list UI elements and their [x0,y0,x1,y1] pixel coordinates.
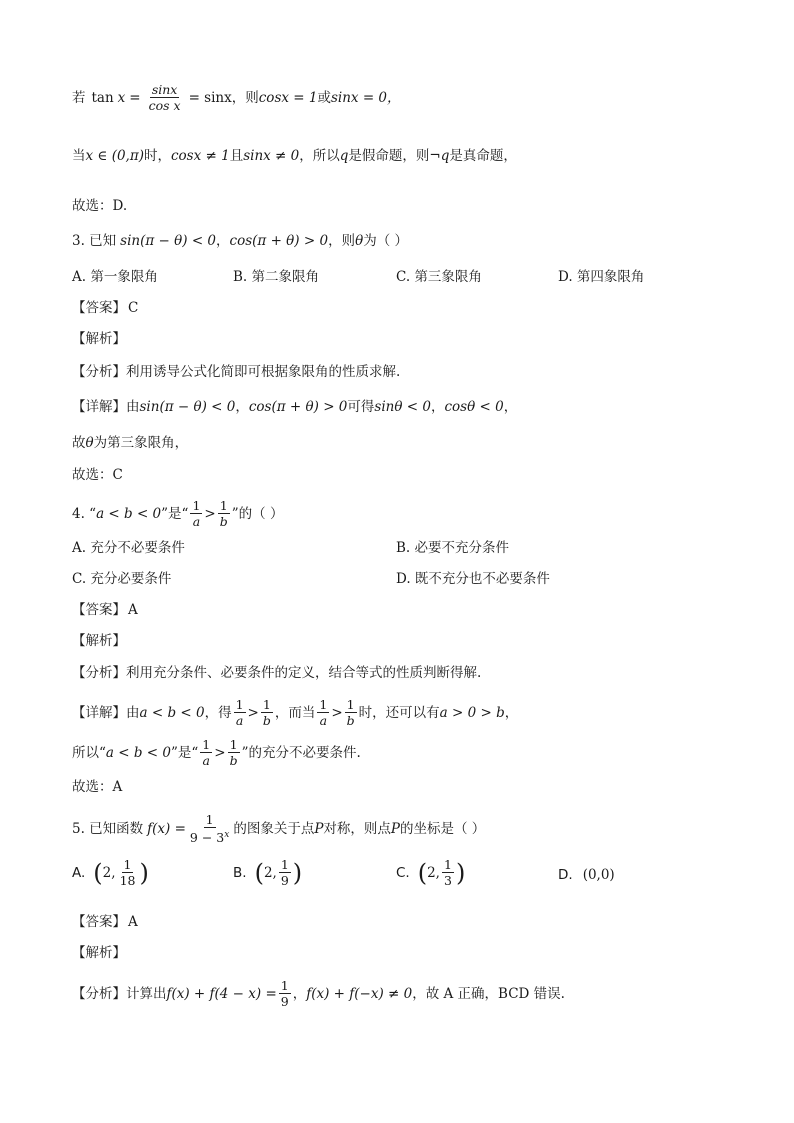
math: a < b < 0 [96,505,162,522]
text-line [72,82,401,113]
fraction: $\frac{1}{a}$ [235,697,244,728]
text: ”是“ [170,744,199,761]
text: ， [503,399,518,415]
text: 故选：A [72,779,123,795]
text: 或 [317,89,331,106]
answer-tag: 【答案】 [72,914,126,930]
text: 为第三象限角， [93,435,189,451]
text: 是真命题， [449,148,517,164]
answer-value: A [128,914,138,930]
detail-line [72,737,361,768]
math: θ [355,233,364,249]
math: f(x) + f(−x) ≠ 0 [306,985,413,1002]
text: ，所以 [299,148,340,164]
analysis-heading [72,631,126,651]
math: tan [91,89,114,106]
text: ”是“ [161,505,189,522]
fraction: $\frac{1}{b}$ [346,697,355,728]
text: 利用充分条件、必要条件的定义，结合等式的性质判断得解. [126,665,482,681]
fraction: $\frac{1}{b}$ [262,697,271,728]
math: θ [85,435,94,451]
detail-tag: 【详解】 [72,704,126,721]
text: 时，还可以有 [358,704,440,721]
detail-line [72,397,517,417]
analysis-heading [72,943,126,963]
question-4 [72,498,283,529]
text: 5. 已知函数 [72,820,144,837]
option-d: D. 既不充分也不必要条件 [396,571,550,587]
option-a: A. 充分不必要条件 [72,540,185,556]
math: cosx ≠ 1 [170,148,230,164]
math: > [331,704,343,721]
summary-tag: 【分析】 [72,985,126,1002]
text: 为（ ） [363,233,408,249]
math: > [214,744,226,761]
option-c: C. ( 2, $\frac{1}{3}$ ) [396,857,466,888]
math: a < b < 0 [139,704,205,721]
text: 当 [72,148,86,164]
question-3 [72,231,408,251]
fraction: $\frac{1}{a}$ [192,498,201,529]
math: x ∈ (0,π) [85,148,144,164]
text: 由 [126,704,140,721]
text: 对称，则点 [323,820,391,837]
text-line [72,146,517,166]
text: 4. “ [72,505,97,522]
text: ， [430,399,445,415]
option-c: C. 第三象限角 [396,269,482,285]
option-d: D. 第四象限角 [558,269,645,285]
fraction: $\frac{1}{9}$ [280,978,289,1009]
math: sin(π − θ) < 0 [120,233,217,249]
option-b: B. 第二象限角 [233,269,320,285]
text: 3. 已知 [72,233,117,249]
option-d: D. (0,0) [558,867,615,883]
answer-tag: 【答案】 [72,300,126,316]
answer-value: A [128,602,138,618]
math: sinθ < 0 [374,399,431,415]
analysis-summary [72,978,565,1009]
math: sin(π − θ) < 0 [139,399,236,415]
fraction: $\frac{1}{a}$ [319,697,328,728]
answer-line [72,298,138,318]
math: f(x) = [147,820,186,837]
math: ¬q [429,148,450,164]
selection-line [72,465,123,485]
fraction: $\frac{1}{b}$ [229,737,238,768]
detail-line [72,697,518,728]
text: ”的充分不必要条件. [241,744,361,761]
text: ，而当 [274,704,316,721]
summary-tag: 【分析】 [72,665,126,681]
analysis-heading [72,329,126,349]
fraction: $\frac{1}{b}$ [219,498,228,529]
selection-line [72,777,122,797]
question-5 [72,812,485,845]
option-a: A. ( 2, $\frac{1}{18}$ ) [72,857,149,888]
math: cosθ < 0 [444,399,504,415]
text: ， [504,704,519,721]
fraction: $\frac{\sin x}{\text{cos x}}$ [148,82,181,113]
answer-line [72,912,138,932]
detail-line [72,433,188,453]
math: a > 0 > b [439,704,505,721]
option-a: A. 第一象限角 [72,269,158,285]
math: q [339,148,349,164]
text: ， [292,985,307,1002]
text: = sinx，则 [188,89,259,106]
text: ，则 [328,233,356,249]
text: 可得 [347,399,375,415]
answer-tag: 【答案】 [72,602,126,618]
math: = [129,89,141,106]
math: P [314,820,324,837]
analysis-tag: 【解析】 [72,331,126,347]
analysis-summary [72,362,400,382]
math: cosx = 1 [258,89,318,106]
text: 是假命题，则 [348,148,430,164]
answer-line [72,600,138,620]
math: sinx = 0， [330,89,401,106]
text-line [72,196,127,216]
text: 故选：C [72,467,123,483]
analysis-tag: 【解析】 [72,945,126,961]
math: > [247,704,259,721]
math: sinx ≠ 0 [243,148,300,164]
analysis-tag: 【解析】 [72,633,126,649]
math: a < b < 0 [105,744,171,761]
detail-tag: 【详解】 [72,399,126,415]
text: 计算出 [126,985,167,1002]
math: x [117,89,126,106]
option-c: C. 充分必要条件 [72,571,172,587]
text: ”的（ ） [231,505,284,522]
summary-tag: 【分析】 [72,364,126,380]
text: 由 [126,399,140,415]
answer-value: C [128,300,139,316]
analysis-summary [72,663,481,683]
text: ，得 [204,704,232,721]
math: f(x) + f(4 − x) = [166,985,277,1002]
text: 所以“ [72,744,106,761]
text: 若 [72,89,86,106]
math: > [204,505,216,522]
text: 且 [229,148,244,164]
math: cos(π + θ) > 0 [229,233,329,249]
text: ，故 A 正确，BCD 错误. [412,985,565,1002]
text: 的坐标是（ ） [400,820,486,837]
text: 的图象关于点 [233,820,315,837]
text: 故选：D. [72,198,128,214]
text: ， [235,399,249,415]
option-b: B. ( 2, $\frac{1}{9}$ ) [233,857,303,888]
option-b: B. 必要不充分条件 [396,540,510,556]
fraction: $\frac{1}{a}$ [202,737,211,768]
text: 故 [72,435,86,451]
fraction: $\frac{1}{9 - 3^x}$ [189,812,230,846]
math: cos(π + θ) > 0 [248,399,348,415]
text: ， [216,233,230,249]
text: 利用诱导公式化简即可根据象限角的性质求解. [126,364,401,380]
text: 时， [143,148,171,164]
math: P [390,820,401,837]
